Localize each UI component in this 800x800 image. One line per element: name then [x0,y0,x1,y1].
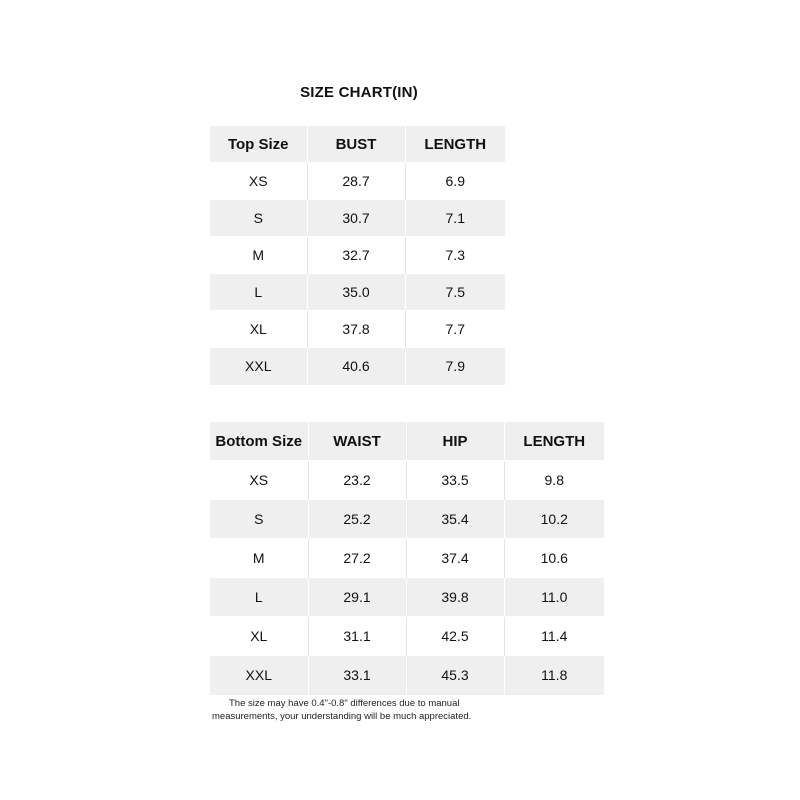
size-cell: S [210,200,307,237]
table-row [210,461,604,500]
bust-cell: 28.7 [307,163,405,200]
hip-cell: 37.4 [406,539,504,578]
size-cell: S [210,500,308,539]
bust-cell: 35.0 [307,274,405,311]
table-row [210,500,604,539]
hip-cell: 45.3 [406,656,504,695]
length-cell: 11.8 [504,656,604,695]
length-cell: 9.8 [504,461,604,500]
table-header-row [210,126,505,163]
size-cell: L [210,274,307,311]
hip-cell: 39.8 [406,578,504,617]
table-row [210,656,604,695]
size-cell: M [252,247,265,263]
length-cell: 7.7 [405,311,505,348]
length-cell: 10.6 [504,539,604,578]
waist-cell: 23.2 [308,461,406,500]
waist-cell: 27.2 [308,539,406,578]
bust-cell: 40.6 [307,348,405,385]
size-cell: XS [248,173,268,189]
length-cell: 7.5 [405,274,505,311]
header-cell: Top Size [210,126,307,163]
header-cell: Bottom Size [210,422,308,461]
size-cell: XS [249,472,269,488]
size-cell: XXL [210,348,307,385]
bust-cell: 32.7 [307,237,405,274]
bust-cell: 30.7 [307,200,405,237]
table-row [210,200,505,237]
top-size-table [210,125,505,385]
size-cell: XL [249,321,267,337]
table-row [210,163,505,200]
waist-cell: 29.1 [308,578,406,617]
table-header-row [210,422,604,461]
table-row [210,311,505,348]
table-row [210,274,505,311]
length-cell: 7.3 [405,237,505,274]
header-cell: BUST [307,126,405,163]
length-cell: 11.0 [504,578,604,617]
header-cell: WAIST [308,422,406,461]
hip-cell: 35.4 [406,500,504,539]
size-cell: XL [250,628,268,644]
table-row [210,237,505,274]
bottom-size-table [210,421,604,695]
size-chart-title: SIZE CHART(IN) [300,84,418,101]
hip-cell: 33.5 [406,461,504,500]
length-cell: 10.2 [504,500,604,539]
header-cell: LENGTH [405,126,505,163]
length-cell: 7.9 [405,348,505,385]
measurement-note [212,697,532,723]
hip-cell: 42.5 [406,617,504,656]
note-line: The size may have 0.4"-0.8" differences due to manual [229,698,460,709]
length-cell: 7.1 [405,200,505,237]
table-row [210,539,604,578]
size-cell: XXL [210,656,308,695]
waist-cell: 31.1 [308,617,406,656]
table-row [210,617,604,656]
note-line: measurements, your understanding will be much appreciated. [212,711,472,722]
table-row [210,578,604,617]
header-cell: HIP [406,422,504,461]
bust-cell: 37.8 [307,311,405,348]
length-cell: 6.9 [405,163,505,200]
table-row [210,348,505,385]
header-cell: LENGTH [504,422,604,461]
length-cell: 11.4 [504,617,604,656]
size-cell: L [210,578,308,617]
waist-cell: 25.2 [308,500,406,539]
waist-cell: 33.1 [308,656,406,695]
size-cell: M [252,550,265,566]
